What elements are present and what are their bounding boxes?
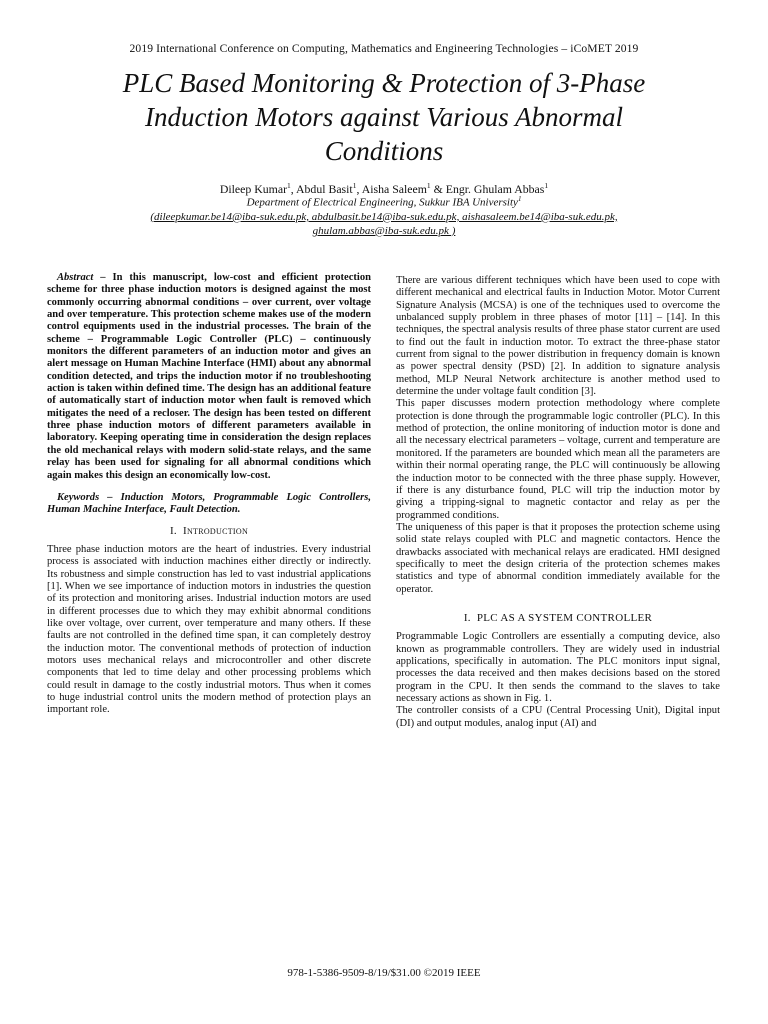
author-name: Aisha Saleem xyxy=(361,181,427,196)
abstract-text: – In this manuscript, low-cost and efficient protection scheme for three phase induction motors is designed against the most commonly occurring abnormal conditions – over current, over voltage and over temperature. This protection scheme makes use of the modern control equipments used in the industrial processes. The brain of the scheme – Programmable Logic Controller (PLC) – continuously monitors the different parameters of an induction motor and gives an alert message on Human Machine Interface (HMI) about any abnormal condition detected, and trips the induction motor if no troubleshooting action is taken within defined time. The design has an additional feature of automatically start of induction motor when fault is removed which mitigates the need of a recloser. The design has been tested on different three phase induction motors of different parameters available in laboratory. Keeping operating time in consideration the design replaces the old mechanical relays with modern solid-state relays, and the same relay has been used for signaling for all abnormal conditions which again makes this design an economically low-cost. xyxy=(47,272,371,481)
left-column xyxy=(47,272,371,717)
section-heading-introduction xyxy=(47,525,371,537)
author-sep: & xyxy=(430,181,446,196)
affiliation-block xyxy=(40,192,728,238)
author-name: Dileep Kumar xyxy=(219,181,288,196)
body-paragraph: There are various different techniques which have been used to cope with different mechanical and electrical faults in Induction Motor. Motor Current Signature Analysis (MCSA) is one of the techniques used to overcome the unbalanced supply problem in three phases of motor [11] – [14]. In this techniques, the spectral analysis results of three phase stator current are used to find out the fault in induction motor. To extract the three-phase stator current from signal to the power distribution in frequency domain is known as power spectral density (PSD) [2]. In addition to signature analysis method, MLP Neural Network architecture is another method used to determine the under voltage fault condition [3]. xyxy=(396,275,720,398)
author-name: Abdul Basit xyxy=(296,181,353,196)
affiliation-sup: 1 xyxy=(517,195,522,203)
right-column xyxy=(396,275,720,730)
conference-header: 2019 International Conference on Computing, Mathematics and Engineering Technologies – iCoMET 2019 xyxy=(129,42,639,55)
title-line-2: Induction Motors against Various Abnormal xyxy=(144,102,624,132)
body-paragraph: Programmable Logic Controllers are essentially a computing device, also known as programmable controllers. They are widely used in industrial applications, specifically in automation. The PLC monitors input signal, processes the data received and then makes decisions based on the stored program in the CPU. It then sends the command to the slaves to take necessary actions as shown in Fig. 1. xyxy=(396,631,720,704)
author-name: Engr. Ghulam Abbas xyxy=(445,181,545,196)
abstract xyxy=(47,272,371,482)
email-line-2[interactable]: ghulam.abbas@iba-suk.edu.pk ) xyxy=(312,224,456,237)
section-title: Introduction xyxy=(182,524,249,537)
keywords: Keywords – Induction Motors, Programmable Logic Controllers, Human Machine Interface, Fault Detection. xyxy=(47,491,371,516)
copyright-footer: 978-1-5386-9509-8/19/$31.00 ©2019 IEEE xyxy=(287,967,481,979)
author-sep: , xyxy=(356,181,362,196)
body-paragraph: The controller consists of a CPU (Central Processing Unit), Digital input (DI) and output modules, analog input (AI) and xyxy=(396,705,720,729)
author-sup: 1 xyxy=(426,181,431,190)
author-sup: 1 xyxy=(544,181,549,190)
author-sup: 1 xyxy=(287,181,291,190)
body-paragraph: This paper discusses modern protection methodology where complete protection is done through the programmable logic controller (PLC). In this method of protection, the online monitoring of induction motor is done and all the necessary electrical parameters – voltage, current and temperature are monitored. If the parameters are bounded which mean all the parameters are within their normal operating range, the PLC will continuously be allowing the induction motor to be connected with the three phase supply. However, if there is any disturbance found, PLC will trip the induction motor by giving a tripping-signal to magnetic contactor and relay as per the programmed conditions. xyxy=(396,398,720,521)
paper-title xyxy=(60,66,708,168)
section-number: I. xyxy=(169,524,177,537)
section-heading-plc xyxy=(396,612,720,624)
title-line-1: PLC Based Monitoring & Protection of 3-Phase xyxy=(122,68,646,98)
abstract-label: Abstract xyxy=(57,272,94,283)
affiliation xyxy=(40,192,728,210)
body-paragraph: The uniqueness of this paper is that it proposes the protection scheme using solid state relays coupled with PLC and magnetic contactors. Hence the drawbacks associated with mechanical relays are eradicated. HMI designed specifically to meet the design criteria of the protection schemes makes statistics and type of abnormal condition immediately available for the operator. xyxy=(396,521,720,595)
introduction-paragraph: Three phase induction motors are the heart of industries. Every industrial process is associated with induction machines either directly or indirectly. Its robustness and simple construction has led to vast industrial applications [1]. When we see importance of induction motors in industries the question of its protection and monitoring arises. Industrial induction motors are used in different processes due to which they may exhibit abnormal conditions like over voltage, over current, over temperature and many others. If these faults are not controlled in the defined time span, it can completely destroy the induction motor. The conventional methods of protection of induction motors uses mechanical relays and microcontroller and other discrete components that led to time delay and other processing problems which could result in damage to the costly industrial motors. Thus when it comes to huge industrial control units the modern method of protection plays an important role. xyxy=(47,543,371,716)
title-line-3: Conditions xyxy=(324,136,444,166)
section-title: PLC AS A SYSTEM CONTROLLER xyxy=(476,611,653,624)
section-number: I. xyxy=(463,611,471,624)
author-sep: , xyxy=(290,181,297,196)
affiliation-text: Department of Electrical Engineering, Sukkur IBA University xyxy=(246,196,518,209)
email-line-1[interactable]: (dileepkumar.be14@iba-suk.edu.pk, abdulbasit.be14@iba-suk.edu.pk, aishasaleem.be14@iba-suk.edu.pk, xyxy=(150,210,618,223)
author-sup: 1 xyxy=(352,181,357,190)
